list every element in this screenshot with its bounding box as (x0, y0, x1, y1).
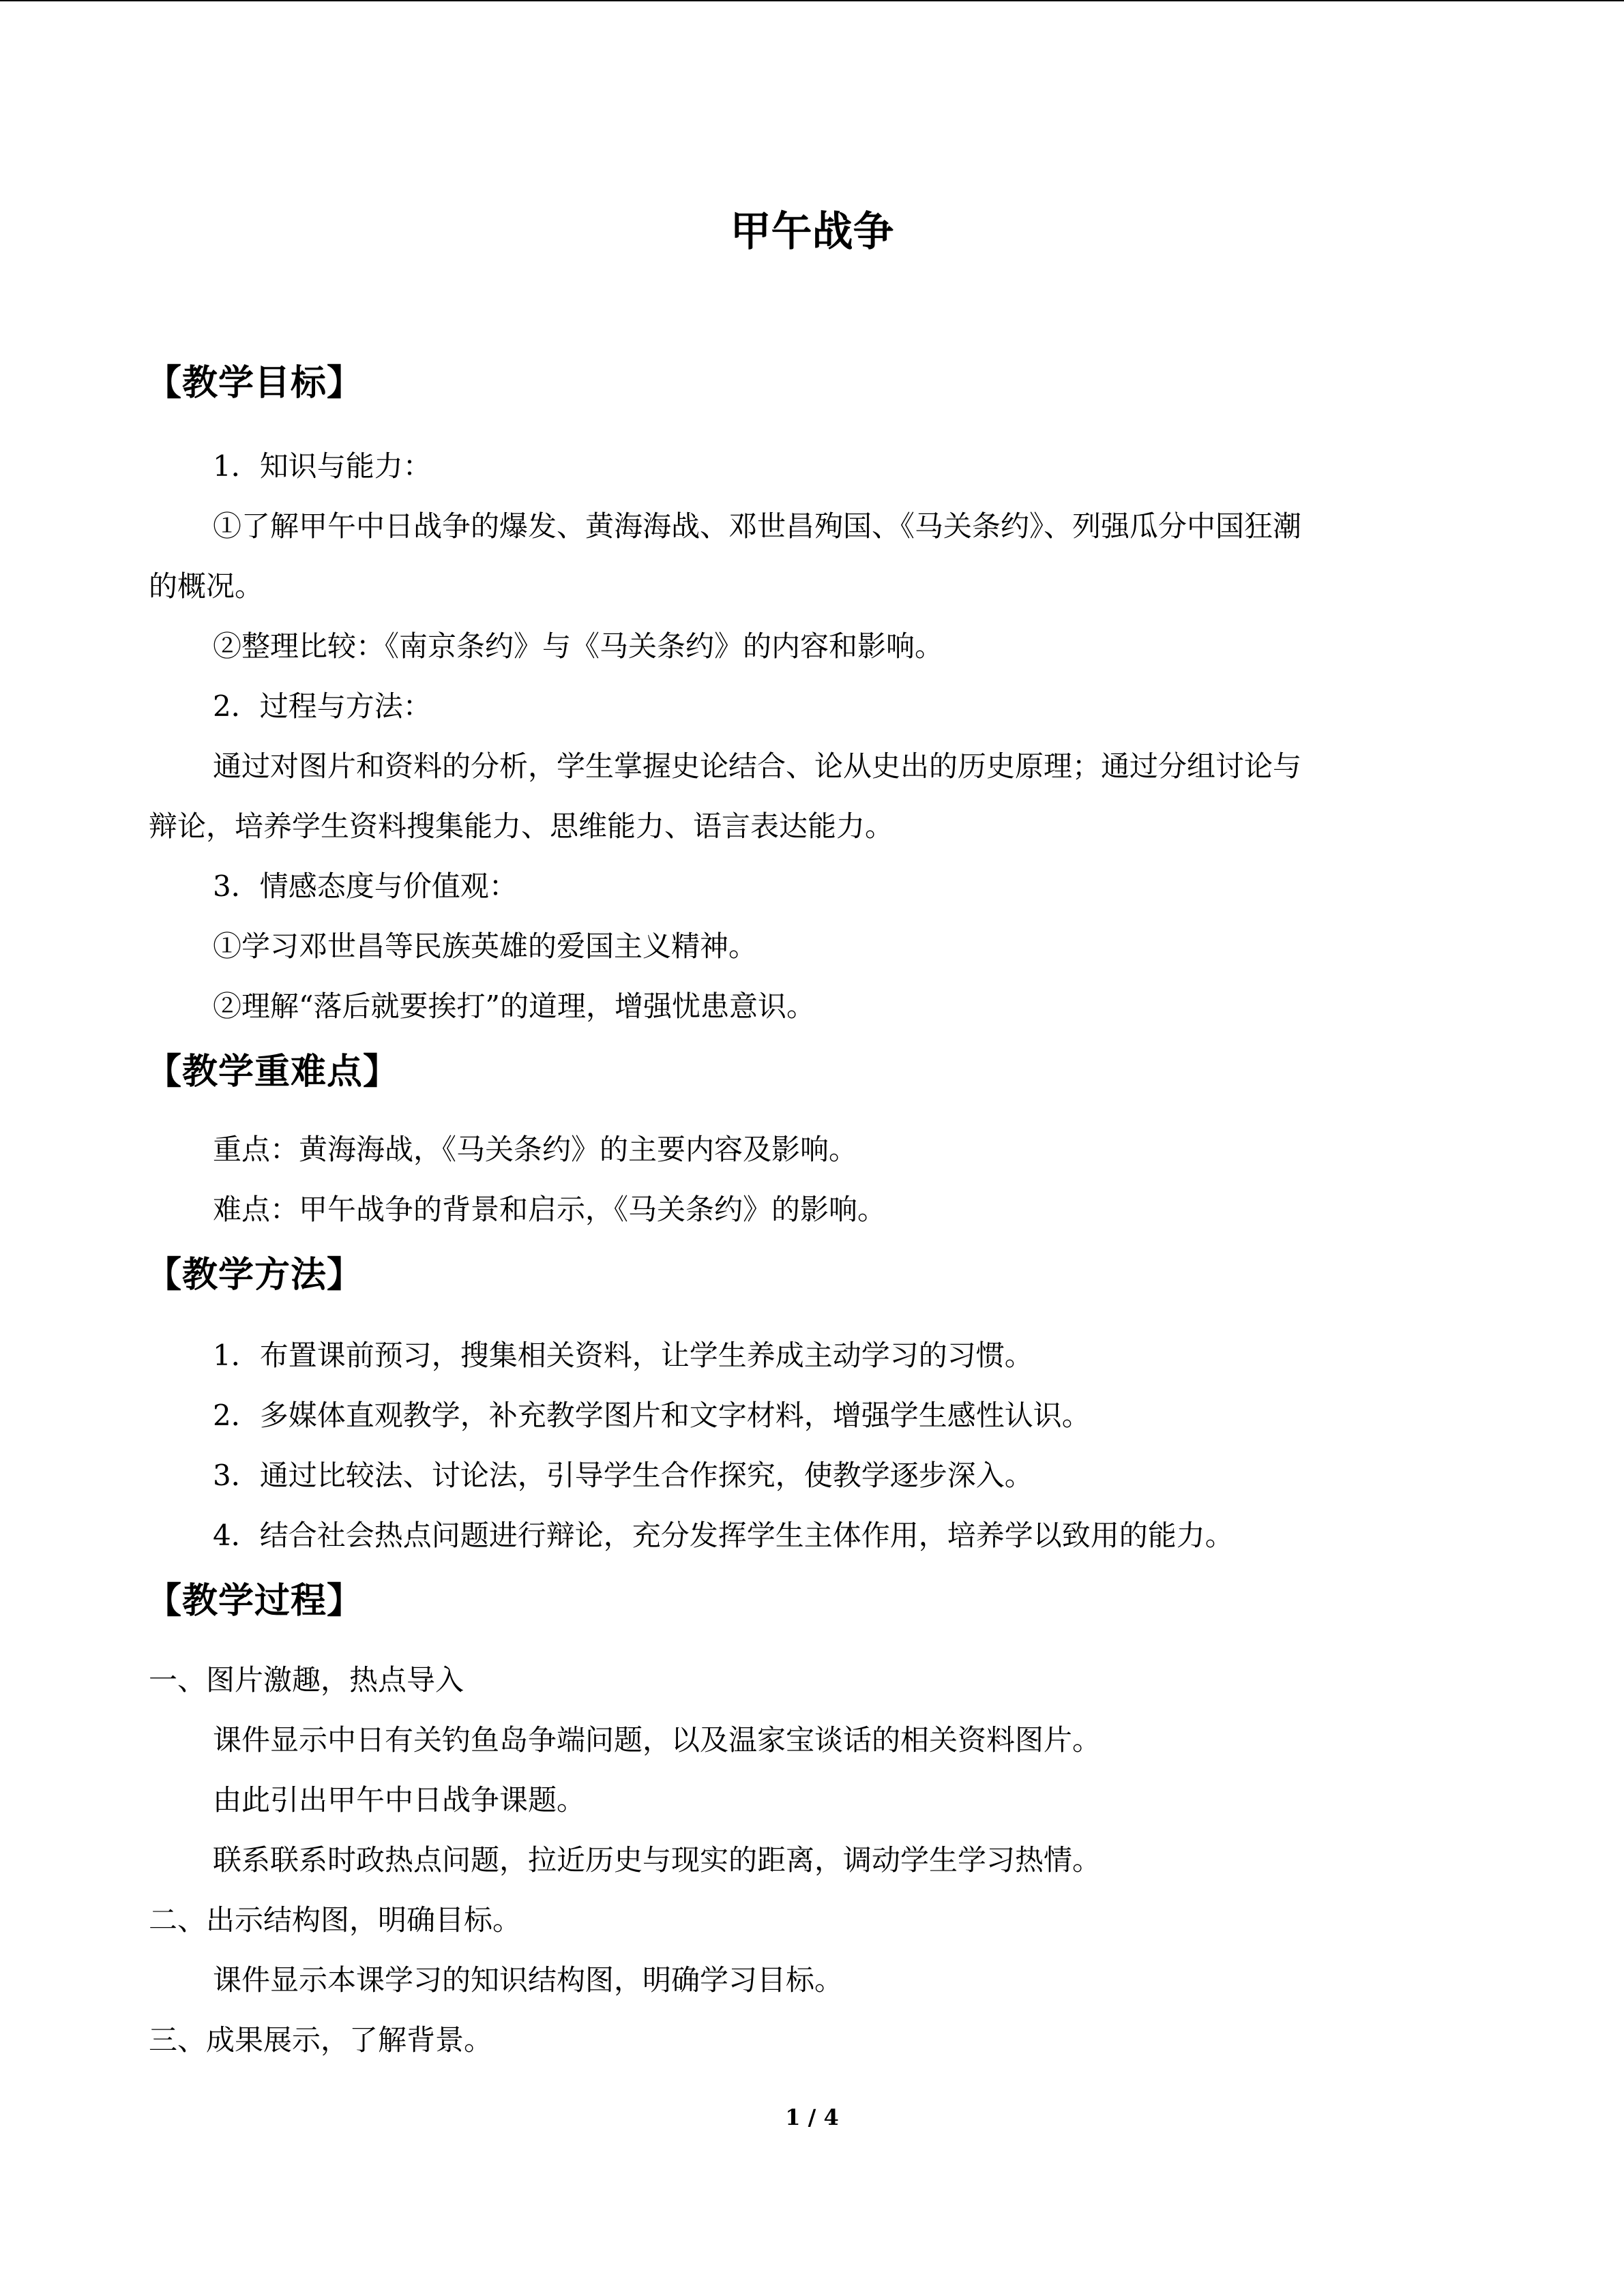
paragraph-line: 由此引出甲午中日战争课题。 (213, 1783, 586, 1817)
paragraph-line: 1．知识与能力： (213, 449, 432, 483)
paragraph-line: 一、图片激趣，热点导入 (149, 1663, 464, 1697)
paragraph-line: 重点：黄海海战，《马关条约》的主要内容及影响。 (213, 1133, 858, 1166)
top-border-rule (0, 0, 1624, 1)
paragraph-line: 联系联系时政热点问题，拉近历史与现实的距离，调动学生学习热情。 (213, 1843, 1102, 1877)
paragraph-line: 难点：甲午战争的背景和启示，《马关条约》的影响。 (213, 1193, 887, 1226)
paragraph-line: 的概况。 (149, 569, 264, 603)
paragraph-line: ②整理比较：《南京条约》与《马关条约》的内容和影响。 (213, 629, 944, 663)
paragraph-line: 1．布置课前预习，搜集相关资料，让学生养成主动学习的习惯。 (213, 1339, 1033, 1372)
paragraph-line: 2．多媒体直观教学，补充教学图片和文字材料，增强学生感性认识。 (213, 1399, 1091, 1432)
paragraph-line: 通过对图片和资料的分析，学生掌握史论结合、论从史出的历史原理；通过分组讨论与 (213, 749, 1302, 783)
section-heading-key-points: 【教学重难点】 (146, 1052, 400, 1092)
paragraph-line: 三、成果展示，了解背景。 (149, 2023, 493, 2057)
section-heading-objectives: 【教学目标】 (146, 363, 364, 404)
paragraph-line: 二、出示结构图，明确目标。 (149, 1903, 522, 1937)
paragraph-line: ②理解“落后就要挨打”的道理，增强忧患意识。 (213, 989, 815, 1023)
paragraph-line: 课件显示中日有关钓鱼岛争端问题，以及温家宝谈话的相关资料图片。 (213, 1723, 1102, 1757)
section-heading-methods: 【教学方法】 (146, 1255, 364, 1296)
paragraph-line: 3．情感态度与价值观： (213, 869, 518, 903)
paragraph-line: ①学习邓世昌等民族英雄的爱国主义精神。 (213, 929, 758, 963)
paragraph-line: 3．通过比较法、讨论法，引导学生合作探究，使教学逐步深入。 (213, 1459, 1033, 1492)
section-heading-process: 【教学过程】 (146, 1581, 364, 1622)
page-number: 1 / 4 (785, 2104, 839, 2130)
paragraph-line: 课件显示本课学习的知识结构图，明确学习目标。 (213, 1963, 844, 1997)
paragraph-line: 4．结合社会热点问题进行辩论，充分发挥学生主体作用，培养学以致用的能力。 (213, 1519, 1234, 1552)
paragraph-line: 辩论，培养学生资料搜集能力、思维能力、语言表达能力。 (149, 809, 894, 843)
document-title: 甲午战争 (730, 208, 894, 256)
paragraph-line: 2．过程与方法： (213, 689, 432, 723)
paragraph-line: ①了解甲午中日战争的爆发、黄海海战、邓世昌殉国、《马关条约》、列强瓜分中国狂潮 (213, 509, 1302, 543)
